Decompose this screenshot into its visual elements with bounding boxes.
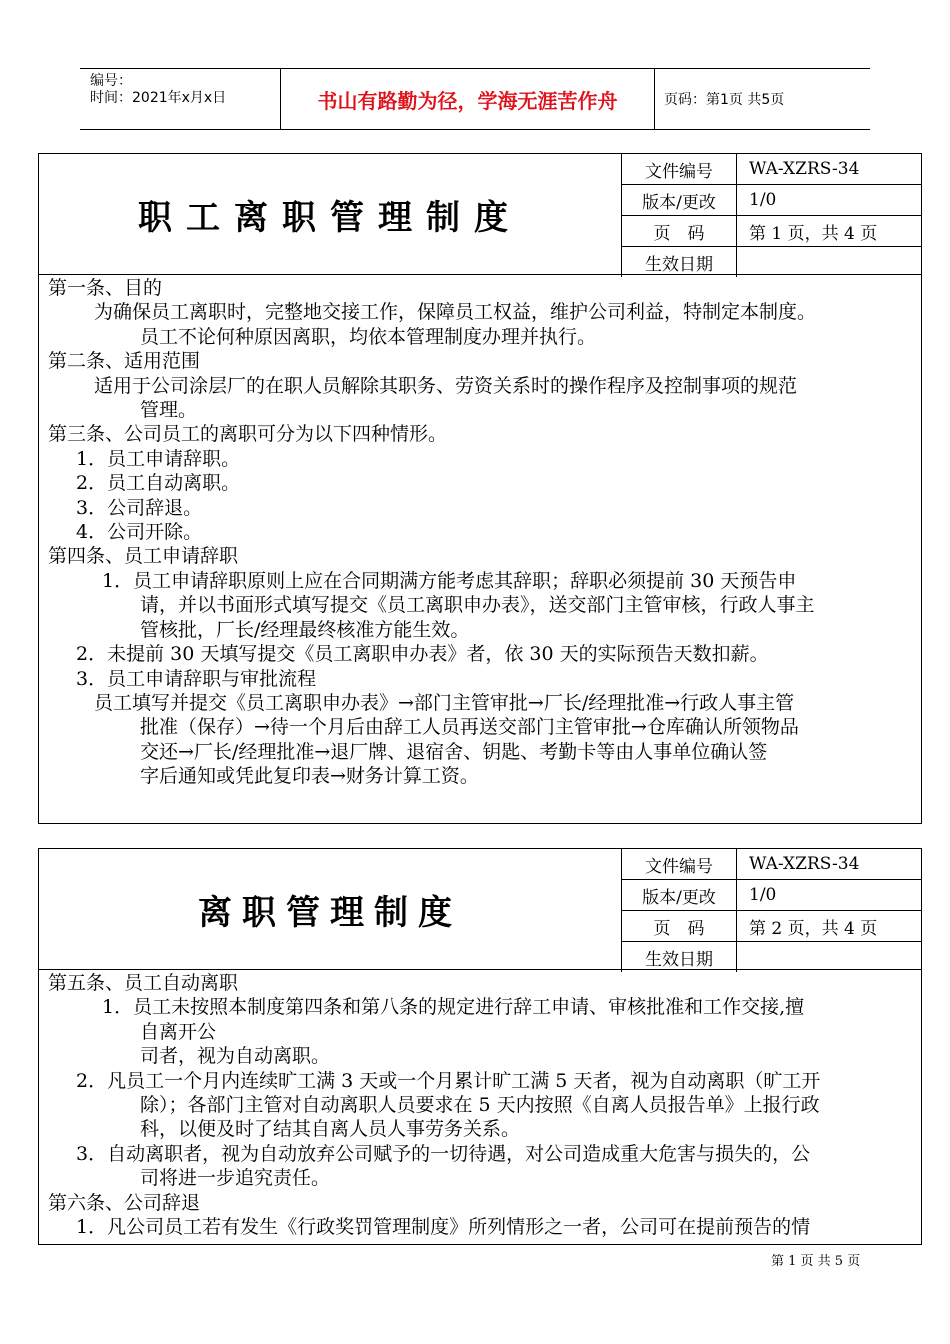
body-line: 自离开公 — [140, 1020, 217, 1043]
list-item: 2．未提前 30 天填写提交《员工离职申办表》者，依 30 天的实际预告天数扣薪。 — [76, 643, 769, 666]
meta-label: 文件编号 — [622, 849, 737, 880]
list-item: 1．员工未按照本制度第四条和第八条的规定进行辞工申请、审核批准和工作交接,擅 — [102, 996, 805, 1019]
document-meta-table — [621, 849, 921, 972]
meta-value: 第 1 页，共 4 页 — [737, 216, 922, 247]
list-item: 1．员工申请辞职。 — [76, 447, 241, 470]
article-heading: 第二条、适用范围 — [48, 350, 201, 373]
meta-label: 页 码 — [622, 216, 737, 247]
list-item: 1．凡公司员工若有发生《行政奖罚管理制度》所列情形之一者，公司可在提前预告的情 — [76, 1216, 811, 1239]
document-meta-table — [621, 154, 921, 277]
body-line: 司将进一步追究责任。 — [140, 1167, 331, 1190]
body-line: 科，以便及时了结其自离人员人事劳务关系。 — [140, 1118, 521, 1141]
section-body — [48, 971, 916, 1239]
list-item: 2．员工自动离职。 — [76, 472, 241, 495]
body-line: 司者，视为自动离职。 — [140, 1045, 331, 1068]
header-page-info: 页码：第1页 共5页 — [664, 92, 785, 108]
document-date-label: 时间：2021年x月x日 — [90, 90, 227, 106]
article-heading: 第六条、公司辞退 — [48, 1191, 201, 1214]
meta-row — [622, 216, 922, 247]
body-line: 管理。 — [140, 399, 198, 422]
header-motto: 书山有路勤为径，学海无涯苦作舟 — [317, 88, 618, 113]
section-header — [39, 154, 921, 275]
section-body — [48, 276, 916, 789]
meta-value — [737, 247, 922, 278]
body-line: 字后通知或凭此复印表→财务计算工资。 — [140, 765, 479, 788]
list-item: 3．公司辞退。 — [76, 496, 203, 519]
meta-label: 生效日期 — [622, 247, 737, 278]
meta-row — [622, 911, 922, 942]
body-line: 为确保员工离职时，完整地交接工作，保障员工权益，维护公司利益，特制定本制度。 — [94, 301, 817, 324]
article-heading: 第五条、员工自动离职 — [48, 972, 239, 994]
policy-section-1 — [38, 153, 922, 824]
page-footer: 第 1 页 共 5 页 — [771, 1254, 861, 1269]
article-heading: 第一条、目的 — [48, 277, 163, 299]
meta-label: 生效日期 — [622, 942, 737, 973]
meta-value — [737, 942, 922, 973]
body-line: 员工填写并提交《员工离职申办表》→部门主管审批→厂长/经理批准→行政人事主管 — [94, 691, 795, 714]
body-line: 请，并以书面形式填写提交《员工离职申办表》，送交部门主管审核，行政人事主 — [140, 594, 815, 617]
header-divider — [654, 69, 655, 129]
section-title: 职工离职管理制度 — [138, 197, 522, 238]
meta-value: WA-XZRS-34 — [737, 154, 922, 185]
body-line: 管核批，厂长/经理最终核准方能生效。 — [140, 618, 470, 641]
meta-row — [622, 185, 922, 216]
meta-label: 文件编号 — [622, 154, 737, 185]
meta-value: 第 2 页，共 4 页 — [737, 911, 922, 942]
meta-label: 页 码 — [622, 911, 737, 942]
body-line: 批准（保存）→待一个月后由辞工人员再送交部门主管审批→仓库确认所领物品 — [140, 716, 799, 739]
meta-label: 版本/更改 — [622, 880, 737, 911]
body-line: 除）；各部门主管对自动离职人员要求在 5 天内按照《自离人员报告单》上报行政 — [140, 1094, 820, 1117]
list-item: 2．凡员工一个月内连续旷工满 3 天或一个月累计旷工满 5 天者，视为自动离职（旷工开 — [76, 1069, 821, 1092]
header-left-block — [90, 73, 226, 107]
list-item: 3．员工申请辞职与审批流程 — [76, 667, 317, 690]
article-heading: 第四条、员工申请辞职 — [48, 545, 239, 568]
meta-label: 版本/更改 — [622, 185, 737, 216]
section-title: 离职管理制度 — [198, 892, 462, 933]
body-line: 员工不论何种原因离职，均依本管理制度办理并执行。 — [140, 325, 597, 348]
article-heading: 第三条、公司员工的离职可分为以下四种情形。 — [48, 423, 448, 446]
meta-value: 1/0 — [737, 880, 922, 911]
meta-row — [622, 154, 922, 185]
document-number-label: 编号： — [90, 73, 132, 89]
meta-row — [622, 880, 922, 911]
meta-row — [622, 942, 922, 973]
meta-row — [622, 849, 922, 880]
meta-row — [622, 247, 922, 278]
meta-value: WA-XZRS-34 — [737, 849, 922, 880]
body-line: 适用于公司涂层厂的在职人员解除其职务、劳资关系时的操作程序及控制事项的规范 — [94, 374, 798, 397]
section-header — [39, 849, 921, 970]
list-item: 4．公司开除。 — [76, 521, 203, 544]
policy-section-2 — [38, 848, 922, 1245]
body-line: 交还→厂长/经理批准→退厂牌、退宿舍、钥匙、考勤卡等由人事单位确认签 — [140, 740, 768, 763]
running-header — [80, 68, 870, 130]
meta-value: 1/0 — [737, 185, 922, 216]
list-item: 3．自动离职者，视为自动放弃公司赋予的一切待遇，对公司造成重大危害与损失的，公 — [76, 1142, 811, 1165]
list-item: 1．员工申请辞职原则上应在合同期满方能考虑其辞职；辞职必须提前 30 天预告申 — [102, 569, 797, 592]
